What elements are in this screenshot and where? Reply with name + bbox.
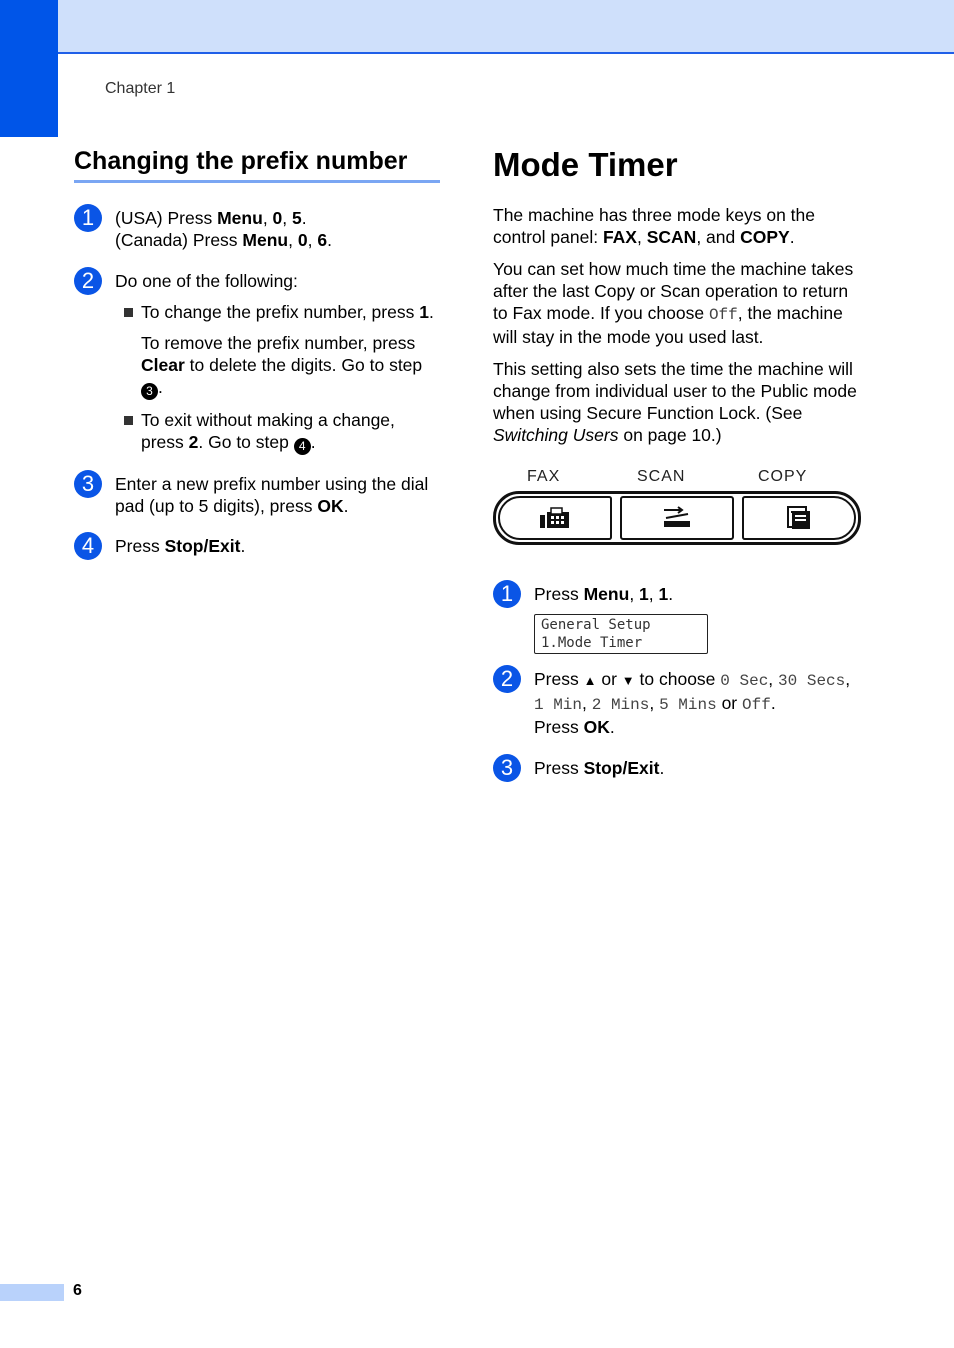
mode-step-2: 2 Press ▲ or ▼ to choose 0 Sec, 30 Secs, 1 Min, 2 Mins, 5 Mins or Off. Press OK. [493,668,859,738]
up-arrow-icon: ▲ [583,673,597,688]
left-column [74,146,440,557]
step-number: 3 [74,470,102,498]
step-3: 3 Enter a new prefix number using the dial pad (up to 5 digits), press OK. [74,473,440,517]
step-ref-icon: 4 [294,438,311,455]
section-title-prefix: Changing the prefix number [74,146,440,183]
step-2: 2 Do one of the following: To change the prefix number, press 1. To remove the prefix number, press Clear to delete the digits. Go to step 3 . To exit without making a change, press 2. Go to step 4 . [74,270,440,455]
copy-key-label: COPY [758,468,808,485]
chapter-tab [0,0,58,137]
right-column [493,146,859,779]
scan-icon [660,506,694,530]
paragraph-timer: You can set how much time the machine takes after the last Copy or Scan operation to return to Fax mode. If you choose Off, the machine will stay in the mode you used last. [493,259,854,347]
mode-step-3: 3 Press Stop/Exit. [493,757,859,779]
bullet-square-icon [124,416,133,425]
lcd-display: General Setup 1.Mode Timer [534,614,708,654]
step-number: 2 [74,267,102,295]
scan-key[interactable] [620,496,734,540]
step-number: 1 [74,204,102,232]
bullet-square-icon [124,308,133,317]
step-1: 1 (USA) Press Menu, 0, 5. (Canada) Press Menu, 0, 6. [74,207,440,251]
section-title-mode-timer: Mode Timer [493,146,678,183]
scan-key-label: SCAN [637,468,686,485]
step-number: 3 [493,754,521,782]
paragraph-secure-lock: This setting also sets the time the machine will change from individual user to the Public mode when using Secure Function Lock. (See Switching Users on page 10.) [493,359,857,445]
step-number: 2 [493,665,521,693]
bullet-exit: To exit without making a change, press 2. Go to step 4 . [115,409,440,455]
footer-band [0,1284,64,1301]
step-number: 1 [493,580,521,608]
header-band [0,0,954,54]
mode-keys-panel [493,491,861,545]
step-4: 4 Press Stop/Exit. [74,535,440,557]
mode-step-1: 1 Press Menu, 1, 1. General Setup 1.Mode Timer [493,583,859,654]
copy-icon [782,505,816,531]
bullet-change-prefix: To change the prefix number, press 1. To remove the prefix number, press Clear to delete the digits. Go to step 3 . [115,301,440,400]
fax-key[interactable] [498,496,612,540]
fax-icon [538,506,572,530]
down-arrow-icon: ▼ [621,673,635,688]
page-number: 6 [73,1282,82,1299]
paragraph-mode-keys: The machine has three mode keys on the control panel: FAX, SCAN, and COPY. [493,205,815,247]
chapter-label: Chapter 1 [105,80,176,97]
fax-key-label: FAX [527,468,561,485]
step-number: 4 [74,532,102,560]
copy-key[interactable] [742,496,856,540]
step-ref-icon: 3 [141,383,158,400]
